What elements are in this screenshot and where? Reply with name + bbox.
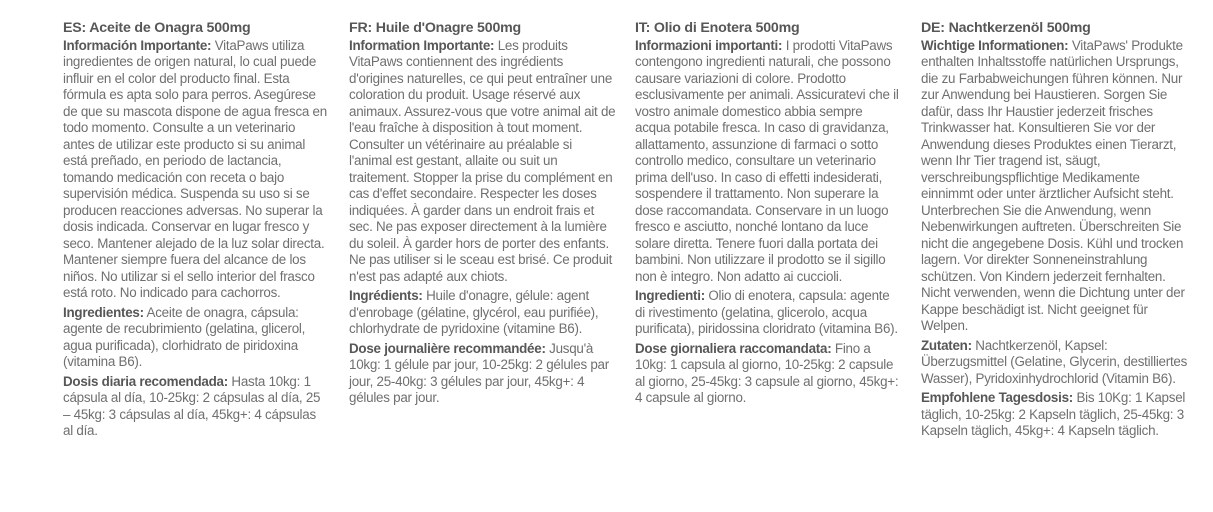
section-text: Les produits VitaPaws contiennent des ingrédients d'origines naturelles, ce qui peut entraîner une coloration du produit. Usage réservé aux animaux. Assurez-vous que votre animal ait de l'eau fraîche à disposition à tout moment. Consulter un vétérinaire au préalable si l'animal est gestant, allaite ou suit un traitement. Stopper la prise du complément en cas d'effet secondaire. Respecter les doses indiquées. À garder dans un endroit frais et sec. Ne pas exposer directement à la lumière du soleil. À garder hors de porter des enfants. Ne pas utiliser si le sceau est brisé. Ce produit n'est pas adapté aux chiots.	[349, 37, 616, 284]
ingredients-section	[349, 288, 617, 338]
section-label: Información Importante:	[63, 37, 212, 53]
important-info-section	[635, 38, 901, 286]
section-label: Informazioni importanti:	[635, 37, 783, 53]
dosage-section	[349, 341, 617, 407]
section-label: Information Importante:	[349, 37, 495, 53]
section-text: Hasta 10kg: 1 cápsula al día, 10-25kg: 2 cápsulas al día, 25 – 45kg: 3 cápsulas al día, 45kg+: 4 cápsulas al día.	[63, 373, 321, 438]
section-text: Olio di enotera, capsula: agente di rivestimento (gelatina, glicerolo, acqua purificata), piridossina cloridrato (vitamina B6).	[635, 288, 898, 336]
section-text: VitaPaws' Produkte enthalten Inhaltsstoffe natürlichen Ursprungs, die zu Farbabweichungen führen können. Nur zur Anwendung bei Haustieren. Sorgen Sie dafür, dass Ihr Haustier jederzeit frisches Trinkwasser hat. Konsultieren Sie vor der Anwendung dieses Produktes einen Tierarzt, wenn Ihr Tier tragend ist, säugt, verschreibungspflichtige Medikamente einnimmt oder unter ärztlicher Aufsicht steht. Unterbrechen Sie die Anwendung, wenn Nebenwirkungen auftreten. Überschreiten Sie nicht die angegebene Dosis. Kühl und trocken lagern. Vor direkter Sonneneinstrahlung schützen. Von Kindern jederzeit fernhalten. Nicht verwenden, wenn die Dichtung unter der Kappe beschädigt ist. Nicht geeignet für Welpen.	[921, 37, 1185, 333]
column-fr	[349, 20, 617, 410]
dosage-section	[635, 341, 901, 407]
column-title: FR: Huile d'Onagre 500mg	[349, 20, 522, 36]
section-text: Nachtkerzenöl, Kapsel: Überzugsmittel (Gelatine, Glycerin, destilliertes Wasser), Pyridoxinhydrochlorid (Vitamin B6).	[921, 337, 1188, 386]
section-text: Fino a 10kg: 1 capsula al giorno, 10-25kg: 2 capsule al giorno, 25-45kg: 3 capsule al giorno, 45kg+: 4 capsule al giorno.	[635, 340, 899, 405]
section-label: Ingredienti:	[635, 288, 705, 303]
section-label: Dose journalière recommandée:	[349, 340, 546, 356]
important-info-section	[921, 38, 1195, 335]
dosage-section	[63, 374, 329, 440]
section-label: Ingredientes:	[63, 304, 144, 320]
section-label: Empfohlene Tagesdosis:	[921, 390, 1073, 405]
column-title: DE: Nachtkerzenöl 500mg	[921, 20, 1091, 36]
dosage-section	[921, 390, 1195, 440]
section-text: Aceite de onagra, cápsula: agente de recubrimiento (gelatina, glicerol, agua purificada), clorhidrato de piridoxina (vitamina B6).	[63, 304, 306, 369]
section-text: Jusqu'à 10kg: 1 gélule par jour, 10-25kg: 2 gélules par jour, 25-40kg: 3 gélules par jour, 45kg+: 4 gélules par jour.	[349, 340, 609, 405]
column-es	[63, 20, 329, 443]
ingredients-section	[63, 305, 329, 371]
column-it	[635, 20, 901, 410]
important-info-section	[349, 38, 617, 286]
column-title: ES: Aceite de Onagra 500mg	[63, 20, 251, 36]
ingredients-section	[635, 288, 901, 338]
important-info-section	[63, 38, 329, 302]
section-label: Dosis diaria recomendada:	[63, 373, 228, 389]
section-label: Ingrédients:	[349, 288, 423, 303]
section-label: Wichtige Informationen:	[921, 37, 1069, 53]
ingredients-section	[921, 338, 1195, 388]
section-label: Zutaten:	[921, 337, 972, 353]
section-label: Dose giornaliera raccomandata:	[635, 340, 832, 356]
column-de	[921, 20, 1195, 443]
section-text: Huile d'onagre, gélule: agent d'enrobage (gélatine, glycérol, eau purifiée), chlorhydrate de pyridoxine (vitamine B6).	[349, 288, 599, 336]
section-text: VitaPaws utiliza ingredientes de origen natural, lo cual puede influir en el color del producto final. Esta fórmula es apta solo para perros. Asegúrese de que su mascota dispone de agua fresca en todo momento. Consulte a un veterinario antes de utilizar este producto si su animal está preñado, en periodo de lactancia, tomando medicación con receta o bajo supervisión médica. Suspenda su uso si se producen reacciones adversas. No superar la dosis indicada. Conservar en lugar fresco y seco. Mantener alejado de la luz solar directa. Mantener siempre fuera del alcance de los niños. No utilizar si el sello interior del frasco está roto. No indicado para cachorros.	[63, 37, 327, 300]
column-title: IT: Olio di Enotera 500mg	[635, 20, 800, 36]
section-text: Bis 10Kg: 1 Kapsel täglich, 10-25kg: 2 Kapseln täglich, 25-45kg: 3 Kapseln täglich, 45kg+: 4 Kapseln täglich.	[921, 390, 1186, 438]
section-text: I prodotti VitaPaws contengono ingredienti naturali, che possono causare variazioni di colore. Prodotto esclusivamente per animali. Assicuratevi che il vostro animale domestico abbia sempre acqua potabile fresca. In caso di gravidanza, allattamento, assunzione di farmaci o sotto controllo medico, consultare un veterinario prima dell'uso. In caso di effetti indesiderati, sospendere il trattamento. Non superare la dose raccomandata. Conservare in un luogo fresco e asciutto, nonché lontano da luce solare diretta. Tenere fuori dalla portata dei bambini. Non utilizzare il prodotto se il sigillo non è integro. Non adatto ai cuccioli.	[635, 37, 899, 284]
